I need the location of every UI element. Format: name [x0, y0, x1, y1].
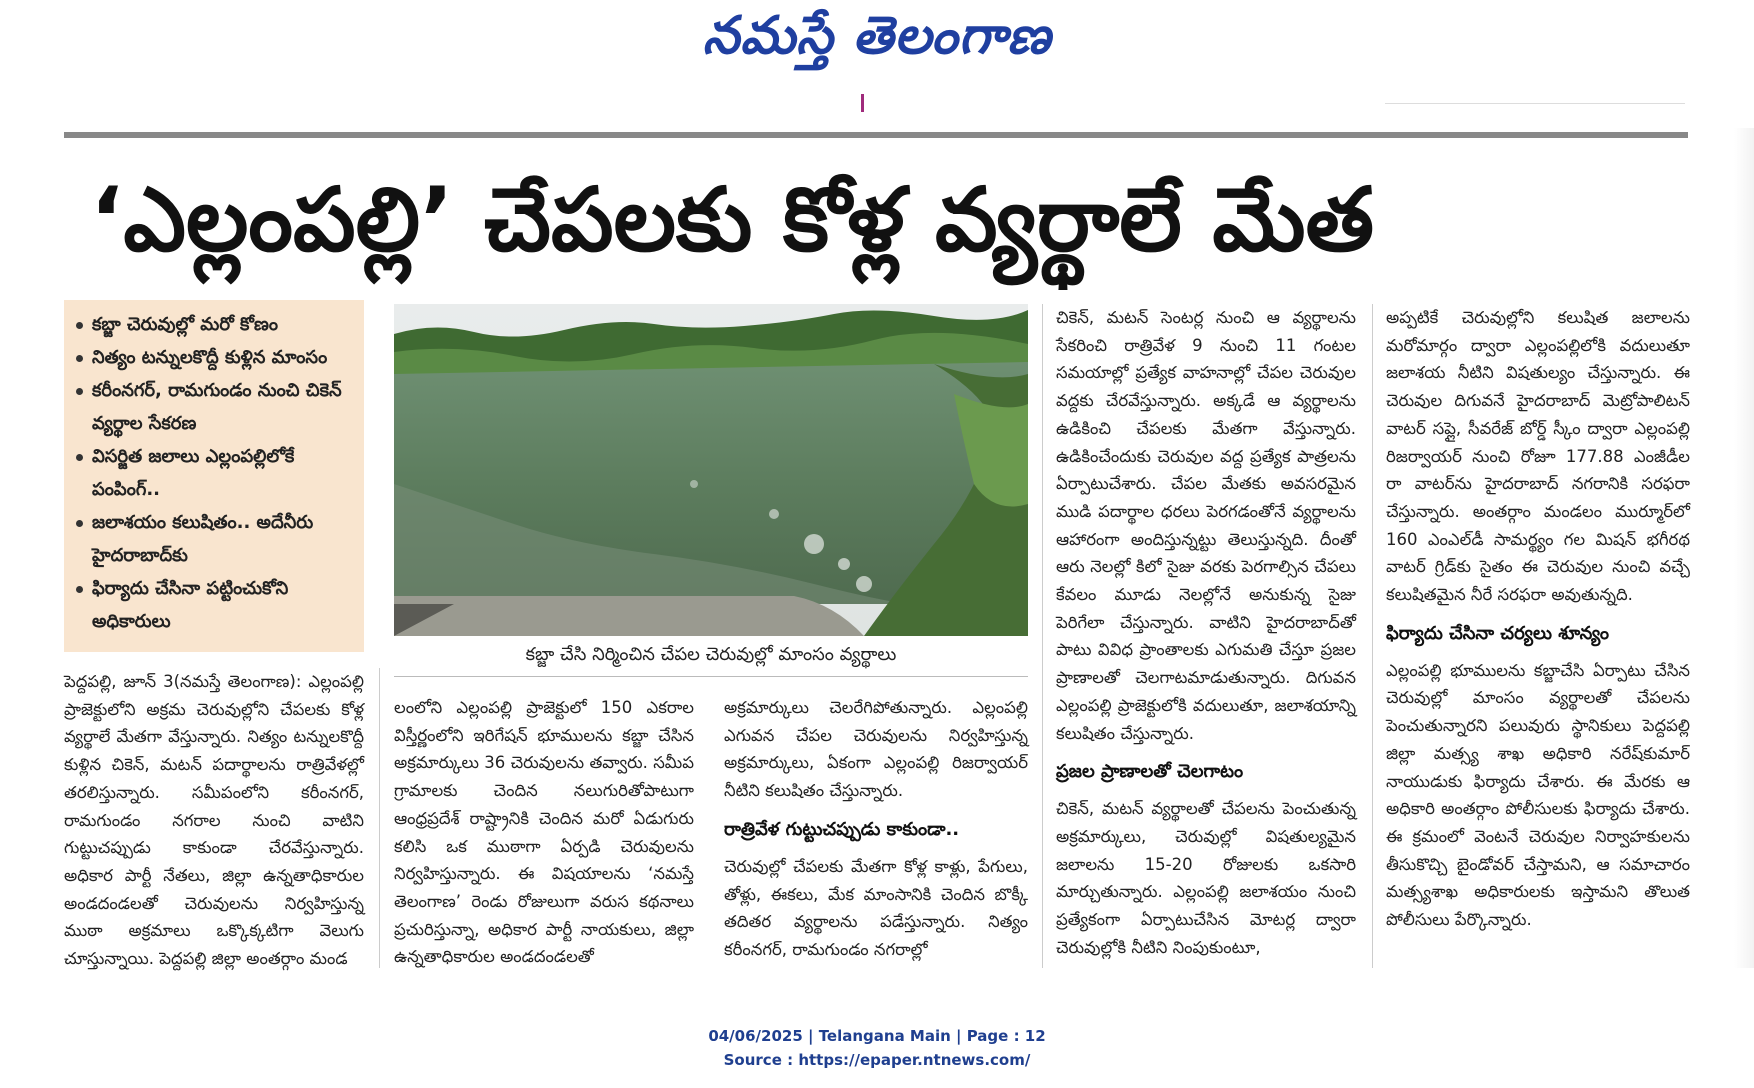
article-text: పెద్దపల్లి, జూన్ 3(నమస్తే తెలంగాణ): ఎల్లంపల్లి ప్రాజెక్టులోని అక్రమ చెరువుల్లోని చేపలకు కోళ్ల వ్యర్థాలే మేతగా వేస్తున్నారు. నిత్యం టన్నులకొద్దీ కుళ్లిన చికెన్, మటన్ పదార్థాలను రాత్రివేళల్లో తరలిస్తున్నారు. సమీపంలోని కరీంనగర్, రామగుండం నగరాల నుంచి వాటిని గుట్టుచప్పుడు కాకుండా చేరవేస్తున్నారు. అధికార పార్టీ నేతలు, జిల్లా ఉన్నతాధికారుల అండదండలతో చెరువులను నిర్వహిస్తున్న ముఠా అక్రమాలు ఒక్కొక్కటిగా వెలుగు చూస్తున్నాయి. పెద్దపల్లి జిల్లా అంతర్గాం మండ [64, 672, 364, 969]
ticker-line [1385, 103, 1685, 104]
article-text: అక్రమార్కులు చెలరేగిపోతున్నారు. ఎల్లంపల్లి ఎగువన చేపల చెరువులను నిర్వహిస్తున్న అక్రమార్కులు, ఏకంగా ఎల్లంపల్లి రిజర్వాయర్ నీటిని కలుషితం చేస్తున్నారు. [724, 698, 1028, 801]
ticker-strip [120, 96, 1280, 110]
section-subhead: ప్రజల ప్రాణాలతో చెలగాటం [1056, 761, 1244, 783]
highlight-item: కబ్జా చెరువుల్లో మరో కోణం [72, 308, 358, 341]
article-text: ఎల్లంపల్లి భూములను కబ్జాచేసి ఏర్పాటు చేసిన చెరువుల్లో మాంసం వ్యర్థాలతో చేపలను పెంచుతున్నారని పలువురు స్థానికులు పెద్దపల్లి జిల్లా మత్స్య శాఖ అధికారి నరేష్‌కుమార్ నాయుడుకు ఫిర్యాదు చేశారు. ఈ మేరకు ఆ అధికారి అంతర్గాం పోలీసులకు ఫిర్యాదు చేశారు. ఈ క్రమంలో వెంటనే చెరువుల నిర్వాహకులను తీసుకొచ్చి బైండోవర్ చేస్తామని, ఆ సమాచారం మత్స్యశాఖ అధికారులకు ఇస్తామని తొలుత పోలీసులు పేర్కొన్నారు. [1386, 660, 1690, 930]
highlight-item: జలాశయం కలుషితం.. అదేనీరు హైదరాబాద్‌కు [72, 506, 358, 572]
photo-caption: కబ్జా చేసి నిర్మించిన చేపల చెరువుల్లో మాంసం వ్యర్థాలు [525, 644, 897, 665]
page-footer [0, 1024, 1754, 1072]
article-text: చెరువుల్లో చేపలకు మేతగా కోళ్ల కాళ్లు, పేగులు, తోళ్లు, ఈకలు, మేక మాంసానికి చెందిన బొక్కీ తదితర వ్యర్థాలను పడేస్తున్నారు. నిత్యం కరీంనగర్, రామగుండం నగరాల్లో [724, 856, 1028, 959]
article-text: చికెన్, మటన్ సెంటర్ల నుంచి ఆ వ్యర్థాలను సేకరించి రాత్రివేళ 9 నుంచి 11 గంటల సమయాల్లో ప్రత్యేక వాహనాల్లో చేపల చెరువుల వద్దకు చేరవేస్తున్నారు. అక్కడే ఆ వ్యర్థాలను ఉడికించి చేపలకు మేతగా వేస్తున్నారు. ఉడికించేందుకు చెరువుల వద్ద ప్రత్యేక పాత్రలను ఏర్పాటుచేశారు. చేపల మేతకు అవసరమైన ముడి పదార్థాల ధరలు పెరగడంతోనే వ్యర్థాలను ఆహారంగా అందిస్తున్నట్టు తెలుస్తున్నది. దీంతో ఆరు నెలల్లో కిలో సైజు వరకు పెరగాల్సిన చేపలు కేవలం మూడు నెలల్లోనే అనుకున్న సైజు పెరిగేలా చేస్తున్నారు. వాటిని హైదరాబాద్‌తో పాటు వివిధ ప్రాంతాలకు ఎగుమతి చేస్తూ ప్రజల ప్రాణాలతో చెలగాటమాడుతున్నారు. దిగువన ఎల్లంపల్లి ప్రాజెక్టులోకి వదులుతూ, జలాశయాన్ని కలుషితం చేస్తున్నారు. [1056, 308, 1356, 743]
highlights-box [64, 300, 364, 652]
highlight-item: కరీంనగర్, రామగుండం నుంచి చికెన్ వ్యర్థాల సేకరణ [72, 374, 358, 440]
highlight-item: ఫిర్యాదు చేసినా పట్టించుకోని అధికారులు [72, 572, 358, 638]
section-subhead: రాత్రివేళ గుట్టుచప్పుడు కాకుండా.. [724, 818, 960, 840]
ticker-marker [861, 94, 864, 112]
newspaper-logo: నమస్తే తెలంగాణ [702, 6, 1052, 66]
article-text: చికెన్, మటన్ వ్యర్థాలతో చేపలను పెంచుతున్న అక్రమార్కులు, చెరువుల్లో విషతుల్యమైన జలాలను 15-20 రోజులకు ఒకసారి మార్చుతున్నారు. ఎల్లంపల్లి జలాశయం నుంచి ప్రత్యేకంగా ఏర్పాటుచేసిన మోటర్ల ద్వారా చెరువుల్లోకి నీటిని నింపుకుంటూ, [1056, 799, 1356, 957]
column-divider [379, 668, 380, 968]
highlight-item: విసర్జిత జలాలు ఎల్లంపల్లిలోకే పంపింగ్.. [72, 440, 358, 506]
masthead [0, 0, 1754, 80]
page-edge [1734, 128, 1754, 968]
article-column-2 [394, 694, 694, 968]
section-subhead: ఫిర్యాదు చేసినా చర్యలు శూన్యం [1386, 622, 1610, 644]
footer-source-link[interactable]: Source : https://epaper.ntnews.com/ [723, 1051, 1031, 1069]
article-text: లంలోని ఎల్లంపల్లి ప్రాజెక్టులో 150 ఎకరాల విస్తీర్ణంలోని ఇరిగేషన్ భూములను కబ్జా చేసిన అక్రమార్కులు 36 చెరువులను తవ్వారు. సమీప గ్రామాలకు చెందిన నలుగురితోపాటుగా ఆంధ్రప్రదేశ్ రాష్ట్రానికి చెందిన మరో ఏడుగురు కలిసి ఒక ముఠాగా ఏర్పడి చెరువులను నిర్వహిస్తున్నారు. ఈ విషయాలను ‘నమస్తే తెలంగాణ’ రెండు రోజులుగా వరుస కథనాలు ప్రచురిస్తున్నా, అధికార పార్టీ నాయకులు, జిల్లా ఉన్నతాధికారుల అండదండలతో [394, 698, 694, 967]
pond-photo [394, 304, 1028, 636]
article-column-5 [1386, 304, 1690, 968]
article-text: అప్పటికే చెరువుల్లోని కలుషిత జలాలను మరోమార్గం ద్వారా ఎల్లంపల్లిలోకి వదులుతూ జలాశయ నీటిని విషతుల్యం చేస్తున్నారు. ఈ చెరువుల దిగువనే హైదరాబాద్ మెట్రోపాలిటన్ వాటర్ సప్లై, సీవరేజ్ బోర్డ్ స్కీం ద్వారా ఎల్లంపల్లి రిజర్వాయర్ నుంచి రోజూ 177.88 ఎంజీడీల రా వాటర్‌ను హైదరాబాద్ నగరానికి సరఫరా చేస్తున్నారు. అంతర్గాం మండలం ముర్మూర్‌లో 160 ఎంఎల్‌డీ సామర్థ్యం గల మిషన్ భగీరథ వాటర్ గ్రిడ్‌కు సైతం ఈ చెరువుల నుంచి వచ్చే కలుషితమైన నీరే సరఫరా అవుతున్నది. [1386, 308, 1690, 605]
article-column-4 [1056, 304, 1356, 968]
highlight-item: నిత్యం టన్నులకొద్దీ కుళ్లిన మాంసం [72, 341, 358, 374]
headline: ‘ఎల్లంపల్లి’ చేపలకు కోళ్ల వ్యర్థాలే మేత [90, 168, 1374, 271]
article-column-3 [724, 694, 1028, 968]
caption-rule [394, 676, 1028, 677]
header-rule [64, 132, 1688, 138]
column-divider [1372, 304, 1373, 968]
footer-edition-info: 04/06/2025 | Telangana Main | Page : 12 [708, 1027, 1046, 1045]
article-column-1 [64, 668, 364, 968]
column-divider [1042, 304, 1043, 968]
